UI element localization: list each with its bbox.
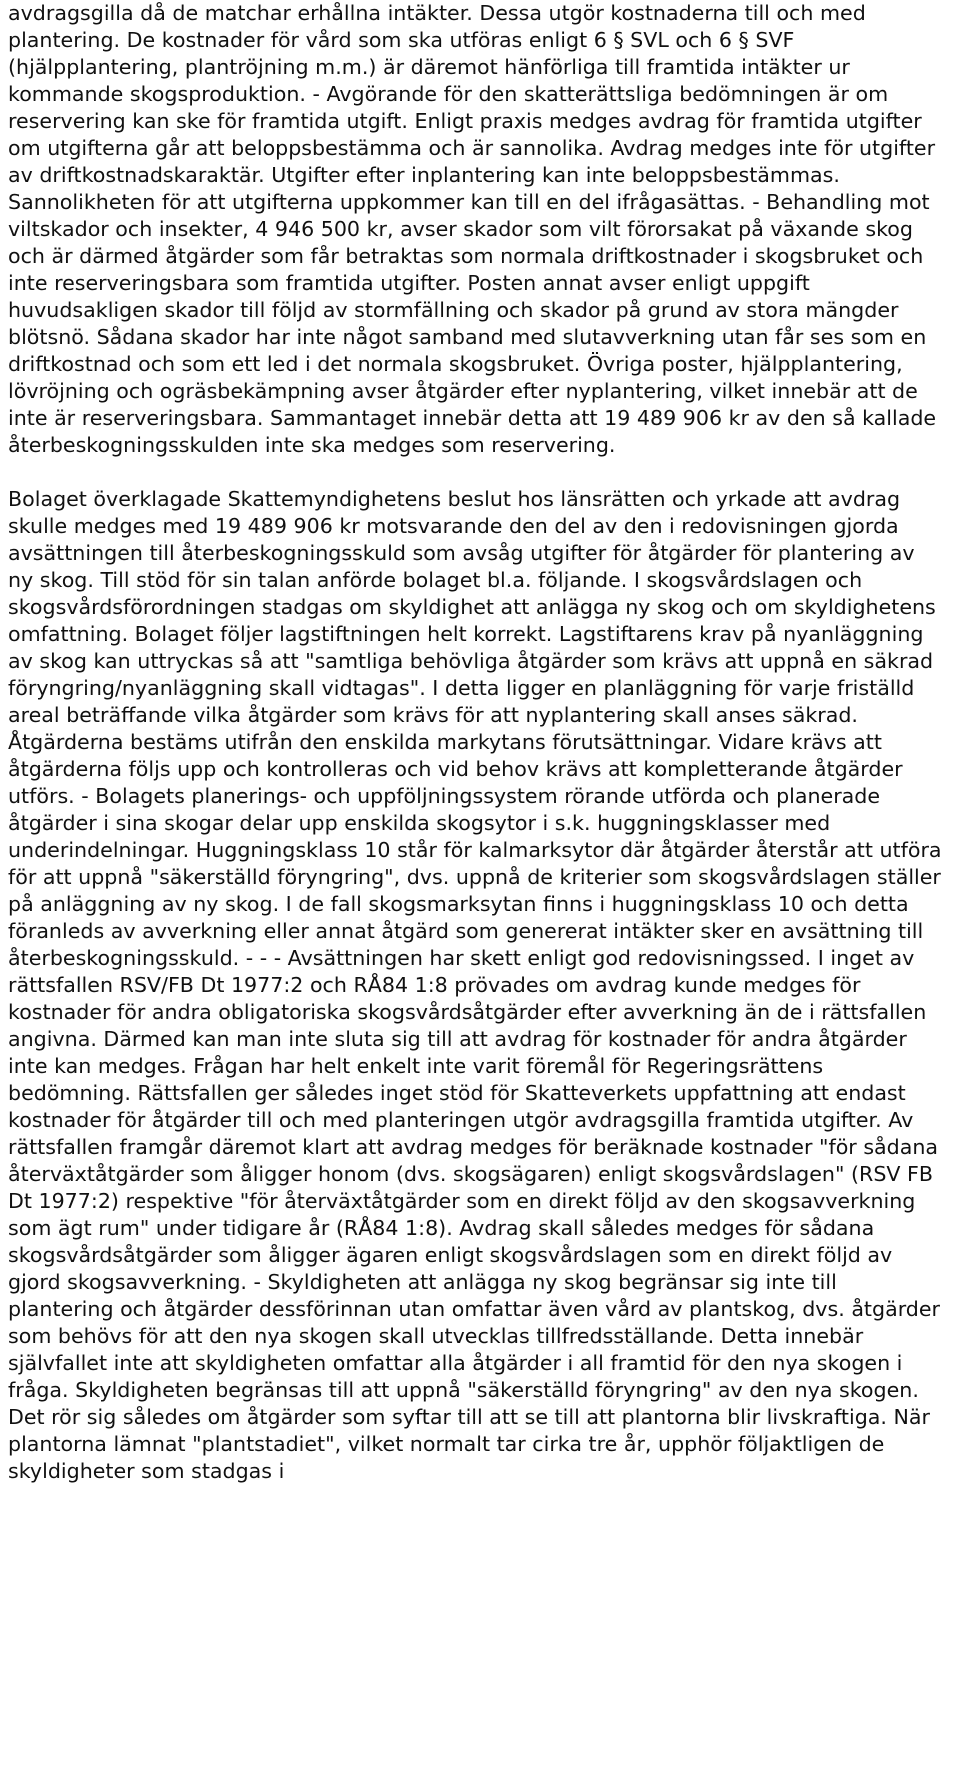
paragraph-company-appeal: Bolaget överklagade Skattemyndighetens beslut hos länsrätten och yrkade att avdrag skulle medges med 19 489 906 kr motsvarande den del av den i redovisningen gjorda avsättningen till återbeskogningsskuld som avsåg utgifter för åtgärder för plantering av ny skog. Till stöd för sin talan anförde bolaget bl.a. följande. I skogsvårdslagen och skogsvårdsförordningen stadgas om skyldighet att anlägga ny skog och om skyldighetens omfattning. Bolaget följer lagstiftningen helt korrekt. Lagstiftarens krav på nyanläggning av skog kan uttryckas så att "samtliga behövliga åtgärder som krävs att uppnå en säkrad föryngring/nyanläggning skall vidtagas". I detta ligger en planläggning för varje friställd areal beträffande vilka åtgärder som krävs för att nyplantering skall anses säkrad. Åtgärderna bestäms utifrån den enskilda markytans förutsättningar. Vidare krävs att åtgärderna följs upp och kontrolleras och vid behov krävs att kompletterande åtgärder utförs. - Bolagets planerings- och uppföljningssystem rörande utförda och planerade åtgärder i sina skogar delar upp enskilda skogsytor i s.k. huggningsklasser med underindelningar. Huggningsklass 10 står för kalmarksytor där åtgärder återstår att utföra för att uppnå "säkerställd föryngring", dvs. uppnå de kriterier som skogsvårdslagen ställer på anläggning av ny skog. I de fall skogsmarksytan finns i huggningsklass 10 och detta föranleds av avverkning eller annat åtgärd som genererat intäkter sker en avsättning till återbeskogningsskuld. - - - Avsättningen har skett enligt god redovisningssed. I inget av rättsfallen RSV/FB Dt 1977:2 och RÅ84 1:8 prövades om avdrag kunde medges för kostnader för andra obligatoriska skogsvårdsåtgärder efter avverkning än de i rättsfallen angivna. Därmed kan man inte sluta sig till att avdrag för kostnader för andra åtgärder inte kan medges. Frågan har helt enkelt inte varit föremål för Regeringsrättens bedömning. Rättsfallen ger således inget stöd för Skatteverkets uppfattning att endast kostnader för åtgärder till och med planteringen utgör avdragsgilla framtida utgifter. Av rättsfallen framgår däremot klart att avdrag medges för beräknade kostnader "för sådana återväxtåtgärder som åligger honom (dvs. skogsägaren) enligt skogsvårdslagen" (RSV FB Dt 1977:2) respektive "för återväxtåtgärder som en direkt följd av den skogsavverkning som ägt rum" under tidigare år (RÅ84 1:8). Avdrag skall således medges för sådana skogsvårdsåtgärder som åligger ägaren enligt skogsvårdslagen som en direkt följd av gjord skogsavverkning. - Skyldigheten att anlägga ny skog begränsar sig inte till plantering och åtgärder dessförinnan utan omfattar även vård av plantskog, dvs. åtgärder som behövs för att den nya skogen skall utvecklas tillfredsställande. Detta innebär självfallet inte att skyldigheten omfattar alla åtgärder i all framtid för den nya skogen i fråga. Skyldigheten begränsas till att uppnå "säkerställd föryngring" av den nya skogen. Det rör sig således om åtgärder som syftar till att se till att plantorna blir livskraftiga. När plantorna lämnat "plantstadiet", vilket normalt tar cirka tre år, upphör följaktligen de skyldigheter som stadgas i	[8, 487, 942, 1483]
paragraph-reservation-assessment: avdragsgilla då de matchar erhållna intäkter. Dessa utgör kostnaderna till och med plantering. De kostnader för vård som ska utföras enligt 6 § SVL och 6 § SVF (hjälpplantering, plantröjning m.m.) är däremot hänförliga till framtida intäkter ur kommande skogsproduktion. - Avgörande för den skatterättsliga bedömningen är om reservering kan ske för framtida utgift. Enligt praxis medges avdrag för framtida utgifter om utgifterna går att beloppsbestämma och är sannolika. Avdrag medges inte för utgifter av driftkostnadskaraktär. Utgifter efter inplantering kan inte beloppsbestämmas. Sannolikheten för att utgifterna uppkommer kan till en del ifrågasättas. - Behandling mot viltskador och insekter, 4 946 500 kr, avser skador som vilt förorsakat på växande skog och är därmed åtgärder som får betraktas som normala driftkostnader i skogsbruket och inte reserveringsbara som framtida utgifter. Posten annat avser enligt uppgift huvudsakligen skador till följd av stormfällning och skador på grund av stora mängder blötsnö. Sådana skador har inte något samband med slutavverkning utan får ses som en driftkostnad och som ett led i det normala skogsbruket. Övriga poster, hjälpplantering, lövröjning och ogräsbekämpning avser åtgärder efter nyplantering, vilket innebär att de inte är reserveringsbara. Sammantaget innebär detta att 19 489 906 kr av den så kallade återbeskogningsskulden inte ska medges som reservering.	[8, 1, 937, 457]
